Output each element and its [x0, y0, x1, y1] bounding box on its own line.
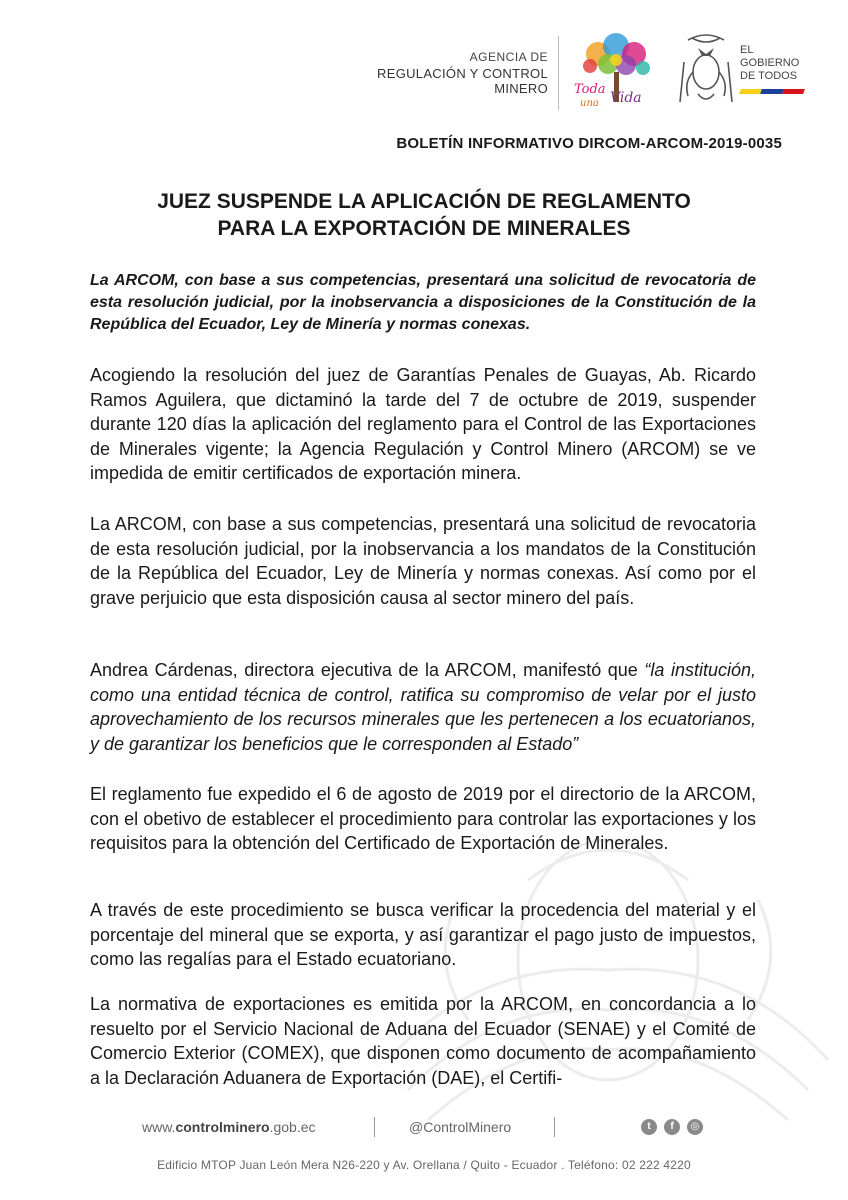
ecuador-coat-of-arms-icon — [678, 32, 734, 110]
paragraph-3-quote: “la institución, como una entidad técnica de control, ratifica su compromiso de velar por el justo aprovechamiento de los recursos minerales que les pertenecen a los ecuatorianos, y de garantizar los beneficios que le corresponden al Estado” — [90, 660, 756, 754]
website-link[interactable] — [142, 1119, 316, 1135]
instagram-icon[interactable]: ◎ — [687, 1119, 703, 1135]
flag-stripe — [739, 89, 805, 94]
toda-una-vida-logo — [568, 32, 666, 118]
footer-separator — [374, 1117, 375, 1137]
gobierno-logo — [740, 44, 804, 94]
paragraph-4: El reglamento fue expedido el 6 de agosto de 2019 por el directorio de la ARCOM, con el obetivo de establecer el procedimiento para controlar las exportaciones y los requisitos para la obtención del Certificado de Exportación de Minerales. — [90, 784, 756, 854]
bulletin-number: BOLETÍN INFORMATIVO DIRCOM-ARCOM-2019-0035 — [396, 135, 782, 152]
paragraph-6: La normativa de exportaciones es emitida por la ARCOM, en concordancia a lo resuelto por el Servicio Nacional de Aduana del Ecuador (SENAE) y el Comité de Comercio Exterior (COMEX), que disponen como documento de acompañamiento a la Declaración Aduanera de Exportación (DAE), el Certifi- — [90, 994, 756, 1088]
letterhead — [0, 22, 848, 114]
website-domain: controlminero — [175, 1119, 270, 1135]
paragraph-1: Acogiendo la resolución del juez de Garantías Penales de Guayas, Ab. Ricardo Ramos Aguilera, que dictaminó la tarde del 7 de octubre de 2019, suspender durante 120 días la aplicación del reglamento para el Control de las Exportaciones de Minerales vigente; la Agencia Regulación y Control Minero (ARCOM) se ve impedida de emitir certificados de exportación minera. — [90, 365, 756, 484]
title-line2: PARA LA EXPORTACIÓN DE MINERALES — [217, 217, 631, 240]
flag-stripe-yellow — [739, 89, 762, 94]
slogan-toda: Toda — [574, 82, 606, 97]
paragraph-2: La ARCOM, con base a sus competencias, presentará una solicitud de revocatoria de esta resolución judicial, por la inobservancia a los mandatos de la Constitución de la República del Ecuador, Ley de Minería y normas conexas. Así como por el grave perjuicio que esta disposición causa al sector minero del país. — [90, 514, 756, 608]
title-line1: JUEZ SUSPENDE LA APLICACIÓN DE REGLAMENTO — [157, 190, 691, 213]
twitter-icon[interactable]: t — [641, 1119, 657, 1135]
agency-line2: REGULACIÓN Y CONTROL MINERO — [377, 66, 548, 96]
website-prefix: www. — [142, 1119, 176, 1135]
social-handle[interactable]: @ControlMinero — [409, 1119, 512, 1135]
footer-links — [0, 1115, 848, 1139]
lead-paragraph: La ARCOM, con base a sus competencias, presentará una solicitud de revocatoria de esta resolución judicial, por la inobservancia a disposiciones de la Constitución de la República del Ecuador, Ley de Minería y normas conexas. — [90, 272, 756, 333]
header-divider — [558, 36, 559, 110]
gov-line2: GOBIERNO — [740, 57, 800, 69]
paragraph-3 — [90, 658, 756, 756]
flag-stripe-red — [782, 89, 805, 94]
website-suffix: .gob.ec — [269, 1119, 316, 1135]
facebook-icon[interactable]: f — [664, 1119, 680, 1135]
agency-line1: AGENCIA DE — [469, 50, 548, 64]
paragraph-5: A través de este procedimiento se busca verificar la procedencia del material y el porcentaje del mineral que se exporta, y así garantizar el pago justo de impuestos, como las regalías para el Estado ecuatoriano. — [90, 900, 756, 970]
footer-address: Edificio MTOP Juan León Mera N26-220 y Av. Orellana / Quito - Ecuador . Teléfono: 02 222 4220 — [157, 1158, 691, 1172]
arcom-logo — [326, 50, 548, 96]
page-title — [0, 188, 848, 242]
slogan-una: una — [580, 98, 599, 109]
gov-line1: EL — [740, 44, 754, 56]
paragraph-3-intro: Andrea Cárdenas, directora ejecutiva de la ARCOM, manifestó que — [90, 660, 645, 680]
gov-line3: DE TODOS — [740, 70, 798, 82]
slogan-vida: Vida — [610, 90, 642, 106]
footer-separator — [554, 1117, 555, 1137]
flag-stripe-blue — [760, 89, 783, 94]
